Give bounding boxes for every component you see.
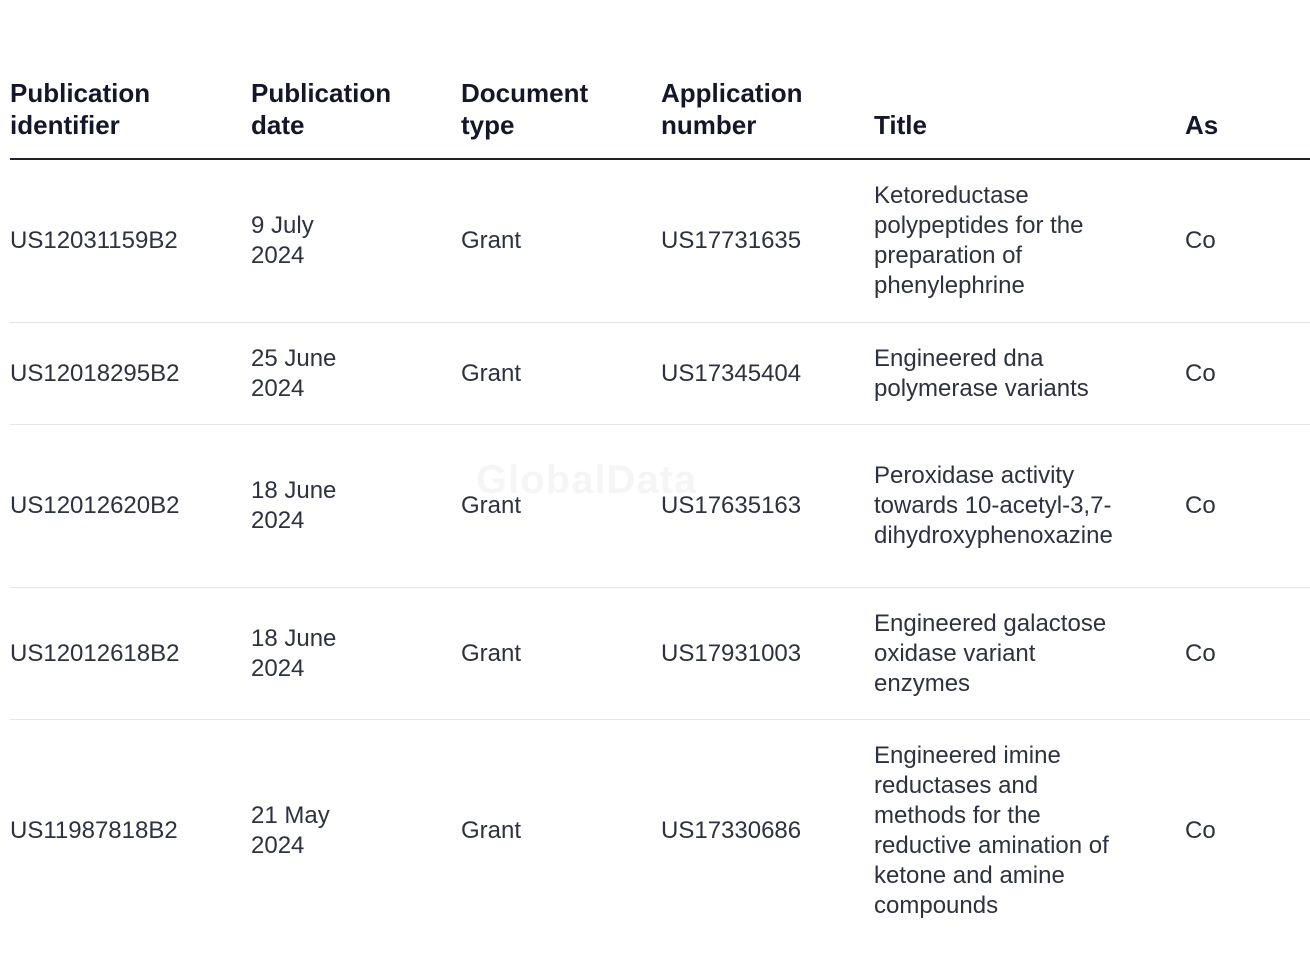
patent-table-container xyxy=(10,0,1219,942)
cell-publication-date: 18 June 2024 xyxy=(251,588,461,720)
cell-title: Peroxidase activity towards 10-acetyl-3,7-dihydroxyphenoxazine xyxy=(874,425,1185,588)
cell-document-type: Grant xyxy=(461,159,661,323)
header-row xyxy=(10,0,1310,159)
table-row xyxy=(10,425,1310,588)
table-row xyxy=(10,588,1310,720)
cell-application-number: US17931003 xyxy=(661,588,874,720)
column-header-document-type[interactable]: Document type xyxy=(461,0,661,159)
cell-assignee: Co xyxy=(1185,588,1310,720)
cell-publication-date: 25 June 2024 xyxy=(251,323,461,425)
column-header-application-number[interactable]: Application number xyxy=(661,0,874,159)
cell-application-number: US17731635 xyxy=(661,159,874,323)
column-header-publication-identifier[interactable]: Publication identifier xyxy=(10,0,251,159)
cell-publication-date: 21 May 2024 xyxy=(251,802,330,859)
cell-publication-identifier: US12012618B2 xyxy=(10,588,251,720)
cell-title: Engineered dna polymerase variants xyxy=(874,323,1185,425)
column-header-publication-date[interactable]: Publication date xyxy=(251,0,461,159)
cell-publication-identifier: US12018295B2 xyxy=(10,323,251,425)
column-header-title[interactable]: Title xyxy=(874,0,1185,159)
cell-application-number: US17330686 xyxy=(661,817,802,844)
cell-publication-date: 18 June 2024 xyxy=(251,425,461,588)
cell-document-type: Grant xyxy=(461,425,661,588)
table-row xyxy=(10,159,1310,323)
table-body xyxy=(10,159,1310,942)
cell-title: Ketoreductase polypeptides for the preparation of phenylephrine xyxy=(874,159,1185,323)
cell-title: Engineered imine reductases and methods for the reductive amination of ketone and amine compounds xyxy=(874,742,1109,919)
cell-assignee: Co xyxy=(1185,425,1310,588)
table-row xyxy=(10,323,1310,425)
cell-publication-identifier: US12031159B2 xyxy=(10,159,251,323)
table-row xyxy=(10,720,1310,943)
patent-table xyxy=(10,0,1310,942)
cell-publication-identifier: US12012620B2 xyxy=(10,425,251,588)
cell-application-number: US17345404 xyxy=(661,323,874,425)
cell-document-type: Grant xyxy=(461,588,661,720)
cell-document-type: Grant xyxy=(461,323,661,425)
column-header-assignee[interactable]: As xyxy=(1185,0,1310,159)
cell-document-type: Grant xyxy=(461,817,522,844)
cell-assignee: Co xyxy=(1185,159,1310,323)
cell-publication-date: 9 July 2024 xyxy=(251,159,461,323)
cell-assignee: Co xyxy=(1185,323,1310,425)
cell-assignee: Co xyxy=(1185,817,1216,844)
cell-publication-identifier: US11987818B2 xyxy=(10,817,178,844)
cell-title: Engineered galactose oxidase variant enzymes xyxy=(874,588,1185,720)
table-header xyxy=(10,0,1310,159)
cell-application-number: US17635163 xyxy=(661,425,874,588)
